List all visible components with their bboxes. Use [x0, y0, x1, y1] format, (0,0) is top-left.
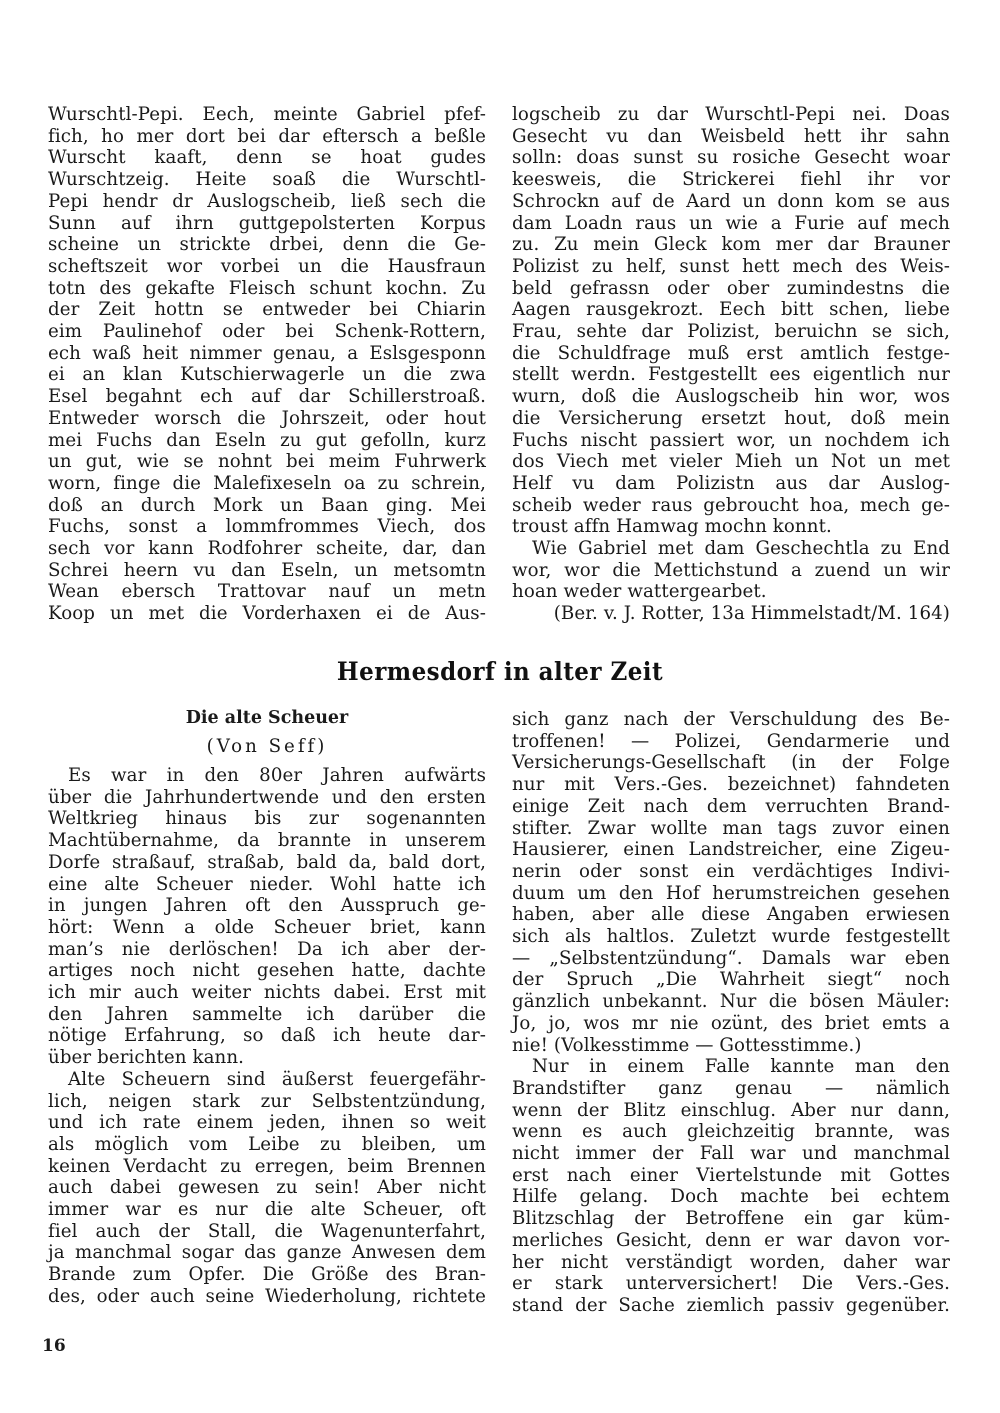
text-line: über die Jahrhundertwende und den ersten: [48, 786, 486, 808]
text-line: Helf vu dam Polizistn aus dar Auslog-: [512, 472, 950, 494]
text-line: eine alte Scheuer nieder. Wohl hatte ich: [48, 873, 486, 895]
article-author: (Von Seff): [206, 736, 328, 757]
text-line: solln: doas sunst su rosiche Gesecht woar: [512, 147, 950, 169]
text-line: ich mir auch weiter nichts dabei. Erst mit: [48, 982, 486, 1003]
text-line: Nur in einem Falle kannte man den: [532, 1056, 950, 1078]
text-line: fiel auch der Stall, die Wagenunterfahrt,: [48, 1220, 486, 1242]
text-line: Weltkrieg hinaus bis zur sogenannten: [48, 808, 486, 830]
text-line: Sunn auf ihrn guttgepolsterten Korpus: [48, 212, 486, 234]
text-line: ech waß heit nimmer genau, a Eslsgesponn: [48, 342, 486, 364]
text-line: wenn der Blitz einschlug. Aber nur dann,: [512, 1099, 950, 1121]
text-line: Hausierer, einen Landstreicher, eine Zigeu-: [512, 839, 950, 861]
text-line: stand der Sache ziemlich passiv gegenüber.: [512, 1294, 950, 1316]
text-line: her nicht verständigt worden, daher war: [512, 1251, 950, 1273]
text-line: Machtübernahme, da brannte in unserem: [48, 830, 486, 852]
text-line: man’s nie derlöschen! Da ich aber der-: [48, 938, 486, 960]
text-line: immer war es nur die alte Scheuer, oft: [48, 1199, 486, 1220]
text-line: nicht immer der Fall war und manchmal: [512, 1143, 950, 1164]
text-line: keesweis, die Strickerei fiehl ihr vor: [512, 169, 950, 191]
text-line: Wurschtzeig. Heite soaß die Wurschtl-: [48, 169, 486, 191]
text-line: Koop un met die Vorderhaxen ei de Aus-: [48, 603, 486, 625]
text-line: nie! (Volkesstimme — Gottesstimme.): [512, 1034, 862, 1056]
text-line: troffenen! — Polizei, Gendarmerie und: [512, 730, 950, 752]
text-line: Fuchs, sonst a lommfrommes Viech, dos: [48, 516, 486, 538]
section-title: Hermesdorf in alter Zeit: [336, 657, 664, 686]
text-line: (Ber. v. J. Rotter, 13a Himmelstadt/M. 164): [553, 603, 950, 625]
text-line: doß an durch Mork un Baan ging. Mei: [48, 494, 486, 516]
text-line: Blitzschlag der Betroffene ein gar küm-: [512, 1208, 950, 1230]
text-line: stifter. Zwar wollte man tags zuvor einen: [512, 817, 950, 839]
text-line: wor, wor die Mettichstund a zuend un wir: [512, 559, 950, 581]
text-line: zu. Zu mein Gleck kom mer dar Brauner: [512, 234, 950, 256]
text-line: Polizist zu helf, sunst hett mech des Weis-: [512, 255, 950, 277]
text-line: wenn es auch gleichzeitig brannte, was: [512, 1121, 950, 1143]
text-line: er stark unterversichert! Die Vers.-Ges.: [512, 1273, 950, 1295]
text-line: logscheib zu dar Wurschtl-Pepi nei. Doas: [512, 104, 950, 125]
text-line: Aagen rausgekrozt. Eech bitt schen, liebe: [512, 299, 950, 321]
text-line: Dorfe straßauf, straßab, bald da, bald dort,: [48, 851, 486, 873]
text-line: hoan weder wattergearbet.: [512, 581, 767, 603]
text-line: des, oder auch seine Wiederholung, richtete: [48, 1285, 486, 1307]
text-line: worn, finge die Malefixeseln oa zu schrein,: [48, 472, 486, 494]
text-line: fich, ho mer dort bei dar eftersch a beßle: [48, 125, 486, 147]
text-line: mei Fuchs dan Eseln zu gut gefolln, kurz: [48, 429, 486, 451]
text-line: duum um den Hof herumstreichen gesehen: [512, 882, 950, 904]
text-line: dam Loadn raus un wie a Furie auf mech: [512, 212, 950, 234]
text-line: ei an klan Kutschierwagerle un die zwa: [48, 364, 486, 386]
text-line: haben, aber alle diese Angaben erwiesen: [512, 904, 950, 926]
page-number: 16: [42, 1336, 66, 1356]
text-line: Schrei heern vu dan Eseln, un metsomtn: [48, 559, 486, 581]
text-line: der Spruch „Die Wahrheit siegt“ noch: [512, 969, 950, 991]
text-line: Wurscht kaaft, denn se hoat gudes: [48, 147, 486, 169]
text-line: Pepi hendr dr Auslogscheib, ließ sech die: [48, 190, 486, 212]
text-line: der Zeit hottn se entweder bei Chiarin: [48, 299, 486, 321]
text-line: als möglich vom Leibe zu bleiben, um: [48, 1133, 486, 1155]
text-line: Wurschtl-Pepi. Eech, meinte Gabriel pfef-: [48, 104, 486, 125]
text-line: merliches Gesicht, denn er war davon vor-: [512, 1229, 950, 1251]
text-line: artiges noch nicht gesehen hatte, dachte: [48, 960, 486, 982]
text-line: Wie Gabriel met dam Geschechtla zu End: [532, 538, 950, 559]
text-line: den Jahren sammelte ich darüber die: [48, 1003, 486, 1025]
text-line: scheib weder raus gebroucht hoa, mech ge-: [512, 494, 950, 516]
text-line: nerin oder sonst ein verdächtiges Indivi-: [512, 860, 950, 882]
text-line: sich als haltlos. Zuletzt wurde festgestellt: [512, 926, 950, 947]
text-line: Brandstifter ganz genau — nämlich: [512, 1077, 950, 1099]
text-line: die Versicherung ersetzt hout, doß mein: [512, 407, 950, 429]
text-line: nur mit Vers.-Ges. bezeichnet) fahndeten: [512, 774, 950, 796]
text-line: die Schuldfrage muß erst amtlich festge-: [512, 342, 950, 364]
text-line: keinen Verdacht zu erregen, beim Brennen: [48, 1155, 486, 1177]
text-line: hört: Wenn a olde Scheuer briet, kann: [48, 916, 486, 938]
text-line: über berichten kann.: [48, 1047, 245, 1069]
text-line: erst nach einer Viertelstunde mit Gottes: [512, 1164, 950, 1186]
text-line: Versicherungs-Gesellschaft (in der Folge: [512, 752, 950, 774]
text-line: Entweder worsch die Johrszeit, oder hout: [48, 407, 486, 429]
text-line: — „Selbstentzündung“. Damals war eben: [512, 947, 950, 969]
text-line: scheftszeit wor vorbei un die Hausfraun: [48, 255, 486, 277]
text-line: Schrockn auf de Aard un donn kom se aus: [512, 190, 950, 212]
text-line: und ich rate einem jeden, ihnen so weit: [48, 1112, 486, 1134]
text-line: gänzlich unbekannt. Nur die bösen Mäuler:: [512, 991, 950, 1013]
text-line: sich ganz nach der Verschuldung des Be-: [512, 709, 950, 730]
text-line: scheine un strickte drbei, denn die Ge-: [48, 234, 486, 256]
text-line: Gesecht vu dan Weisbeld hett ihr sahn: [512, 125, 950, 147]
text-line: Wean ebersch Trattovar nauf un metn: [48, 581, 486, 603]
text-line: auch dabei gewesen zu sein! Aber nicht: [48, 1177, 486, 1199]
text-line: troust affn Hamwag mochn konnt.: [512, 516, 832, 538]
text-line: Fuchs nischt passiert wor, un nochdem ich: [512, 429, 950, 451]
text-line: nötige Erfahrung, so daß ich heute dar-: [48, 1025, 486, 1047]
text-line: wurn, doß die Auslogscheib hin wor, wos: [512, 386, 950, 408]
text-line: dos Viech met vieler Mieh un Not un met: [512, 451, 950, 473]
text-line: Esel begahnt ech auf dar Schillerstroaß.: [48, 386, 486, 408]
text-line: Jo, jo, wos mr nie ozünt, des briet emts a: [512, 1012, 950, 1034]
article-subtitle: Die alte Scheuer: [185, 708, 349, 728]
text-line: Brande zum Opfer. Die Größe des Bran-: [48, 1264, 486, 1286]
text-line: einige Zeit nach dem verruchten Brand-: [512, 795, 950, 817]
text-line: Alte Scheuern sind äußerst feuergefähr-: [68, 1068, 486, 1090]
text-line: sech vor kann Rodfohrer scheite, dar, dan: [48, 538, 486, 559]
text-line: ja manchmal sogar das ganze Anwesen dem: [48, 1242, 486, 1264]
text-line: un gut, wie se nohnt bei meim Fuhrwerk: [48, 451, 486, 473]
text-line: stellt werdn. Festgestellt ees eigentlich nur: [512, 364, 950, 386]
text-line: totn des gekafte Fleisch schunt kochn. Zu: [48, 277, 486, 299]
text-line: Hilfe gelang. Doch machte bei echtem: [512, 1186, 950, 1208]
text-line: Es war in den 80er Jahren aufwärts: [68, 765, 486, 786]
text-line: in jungen Jahren oft den Ausspruch ge-: [48, 895, 486, 917]
text-line: lich, neigen stark zur Selbstentzündung,: [48, 1090, 486, 1112]
text-line: eim Paulinehof oder bei Schenk-Rottern,: [48, 321, 486, 342]
text-line: Frau, sehte dar Polizist, beruichn se sich,: [512, 321, 950, 342]
text-line: beld gefrassn oder ober zumindestns die: [512, 277, 950, 299]
